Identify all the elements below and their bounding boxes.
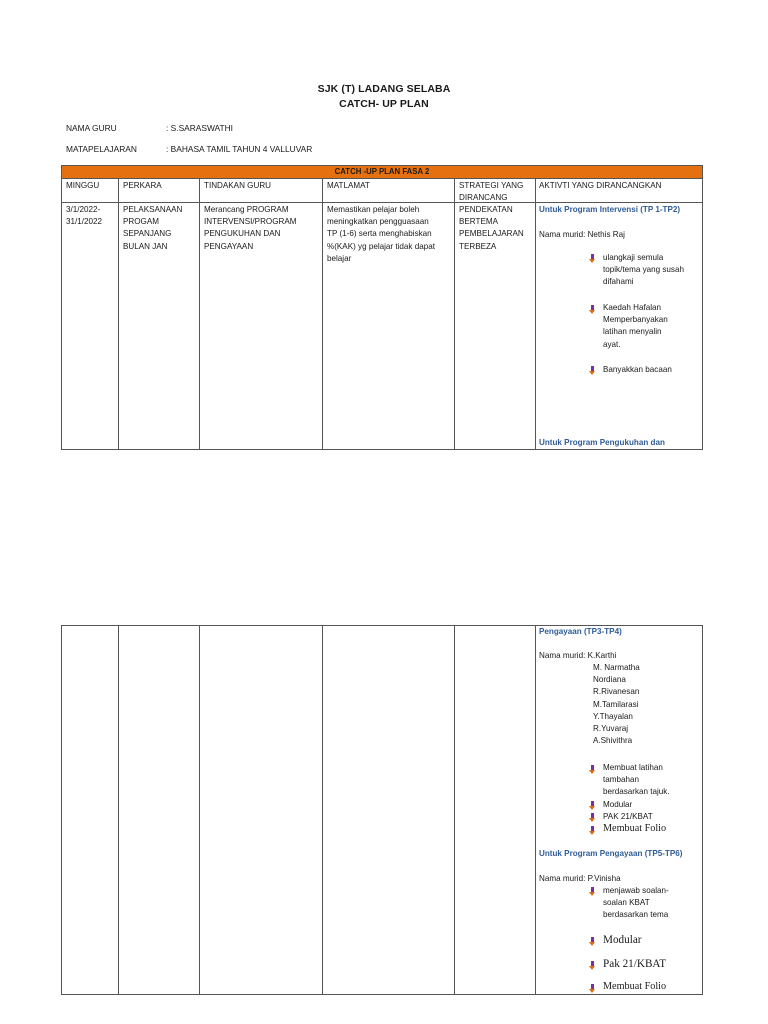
- subject-row: [66, 143, 312, 155]
- col-divider: [118, 626, 119, 994]
- col-divider: [199, 626, 200, 994]
- pengayaan-bullet: Modular: [603, 800, 633, 809]
- intervensi-title: Untuk Program Intervensi (TP 1-TP2): [539, 205, 681, 214]
- teacher-row: [66, 122, 233, 134]
- pengayaan-student-list: M. Narmatha Nordiana R.Rivanesan M.Tamilarasi Y.Thayalan R.Yuvaraj A.Shivithra: [593, 663, 640, 746]
- bullet-arrow-icon: [589, 887, 597, 896]
- pengayaan-student-label: Nama murid: K.Karthi: [539, 651, 617, 660]
- table-band-title: CATCH -UP PLAN FASA 2: [62, 166, 702, 179]
- intervensi-student: Nama murid: Nethis Raj: [539, 230, 625, 239]
- cell-minggu: 3/1/2022- 31/1/2022: [66, 205, 103, 227]
- header-perkara: PERKARA: [123, 181, 162, 190]
- pengukuhan-title: Untuk Program Pengukuhan dan: [539, 438, 665, 447]
- catchup-table-page2: [61, 625, 703, 995]
- bullet-arrow-icon: [589, 801, 597, 810]
- cell-matlamat: Memastikan pelajar boleh meningkatkan pengguasaan TP (1-6) serta menghabiskan %(KAK) yg pelajar tidak dapat belajar: [327, 205, 435, 263]
- col-divider: [118, 178, 119, 449]
- pengayaan2-bullet: Pak 21/KBAT: [603, 958, 667, 970]
- bullet-arrow-icon: [589, 984, 597, 993]
- col-divider: [322, 626, 323, 994]
- col-divider: [535, 626, 536, 994]
- bullet-arrow-icon: [589, 826, 597, 835]
- header-row-divider: [62, 202, 702, 203]
- col-divider: [535, 178, 536, 449]
- pengayaan-bullet: Membuat Folio: [603, 823, 667, 834]
- header-tindakan: TINDAKAN GURU: [204, 181, 272, 190]
- subject-value: : BAHASA TAMIL TAHUN 4 VALLUVAR: [166, 144, 313, 154]
- col-divider: [454, 626, 455, 994]
- plan-title: CATCH- UP PLAN: [339, 98, 429, 110]
- bullet-arrow-icon: [589, 305, 597, 314]
- pengayaan-bullet: Membuat latihan tambahan berdasarkan tajuk.: [603, 763, 670, 797]
- bullet-arrow-icon: [589, 961, 597, 970]
- school-title: SJK (T) LADANG SELABA: [317, 83, 451, 95]
- header-matlamat: MATLAMAT: [327, 181, 370, 190]
- pengayaan-bullet: PAK 21/KBAT: [603, 812, 653, 821]
- bullet-arrow-icon: [589, 765, 597, 774]
- cell-tindakan: Merancang PROGRAM INTERVENSI/PROGRAM PENGUKUHAN DAN PENGAYAAN: [204, 205, 297, 251]
- subject-label: MATAPELAJARAN: [66, 144, 137, 154]
- intervensi-bullet: Banyakkan bacaan: [603, 365, 672, 374]
- col-divider: [199, 178, 200, 449]
- bullet-arrow-icon: [589, 937, 597, 946]
- pengayaan2-bullet: menjawab soalan- soalan KBAT berdasarkan tema: [603, 886, 669, 920]
- teacher-label: NAMA GURU: [66, 123, 117, 133]
- col-divider: [322, 178, 323, 449]
- catchup-table-page1: [61, 165, 703, 450]
- intervensi-bullet: Kaedah Hafalan Memperbanyakan latihan menyalin ayat.: [603, 303, 668, 349]
- intervensi-bullet: ulangkaji semula topik/tema yang susah difahami: [603, 253, 684, 287]
- pengayaan2-bullet: Membuat Folio: [603, 981, 667, 992]
- bullet-arrow-icon: [589, 366, 597, 375]
- pengayaan-title: Pengayaan (TP3-TP4): [539, 627, 622, 636]
- col-divider: [454, 178, 455, 449]
- bullet-arrow-icon: [589, 254, 597, 263]
- pengayaan2-bullet: Modular: [603, 934, 642, 946]
- cell-perkara: PELAKSANAAN PROGAM SEPANJANG BULAN JAN: [123, 205, 183, 251]
- bullet-arrow-icon: [589, 813, 597, 822]
- pengayaan2-student: Nama murid: P.Vinisha: [539, 874, 621, 883]
- cell-strategi: PENDEKATAN BERTEMA PEMBELAJARAN TERBEZA: [459, 205, 524, 251]
- header-aktiviti: AKTIVTI YANG DIRANCANGKAN: [539, 181, 662, 190]
- header-strategi: STRATEGI YANG DIRANCANG: [459, 181, 524, 203]
- teacher-value: : S.SARASWATHI: [166, 123, 234, 133]
- header-minggu: MINGGU: [66, 181, 100, 190]
- pengayaan2-title: Untuk Program Pengayaan (TP5-TP6): [539, 849, 683, 858]
